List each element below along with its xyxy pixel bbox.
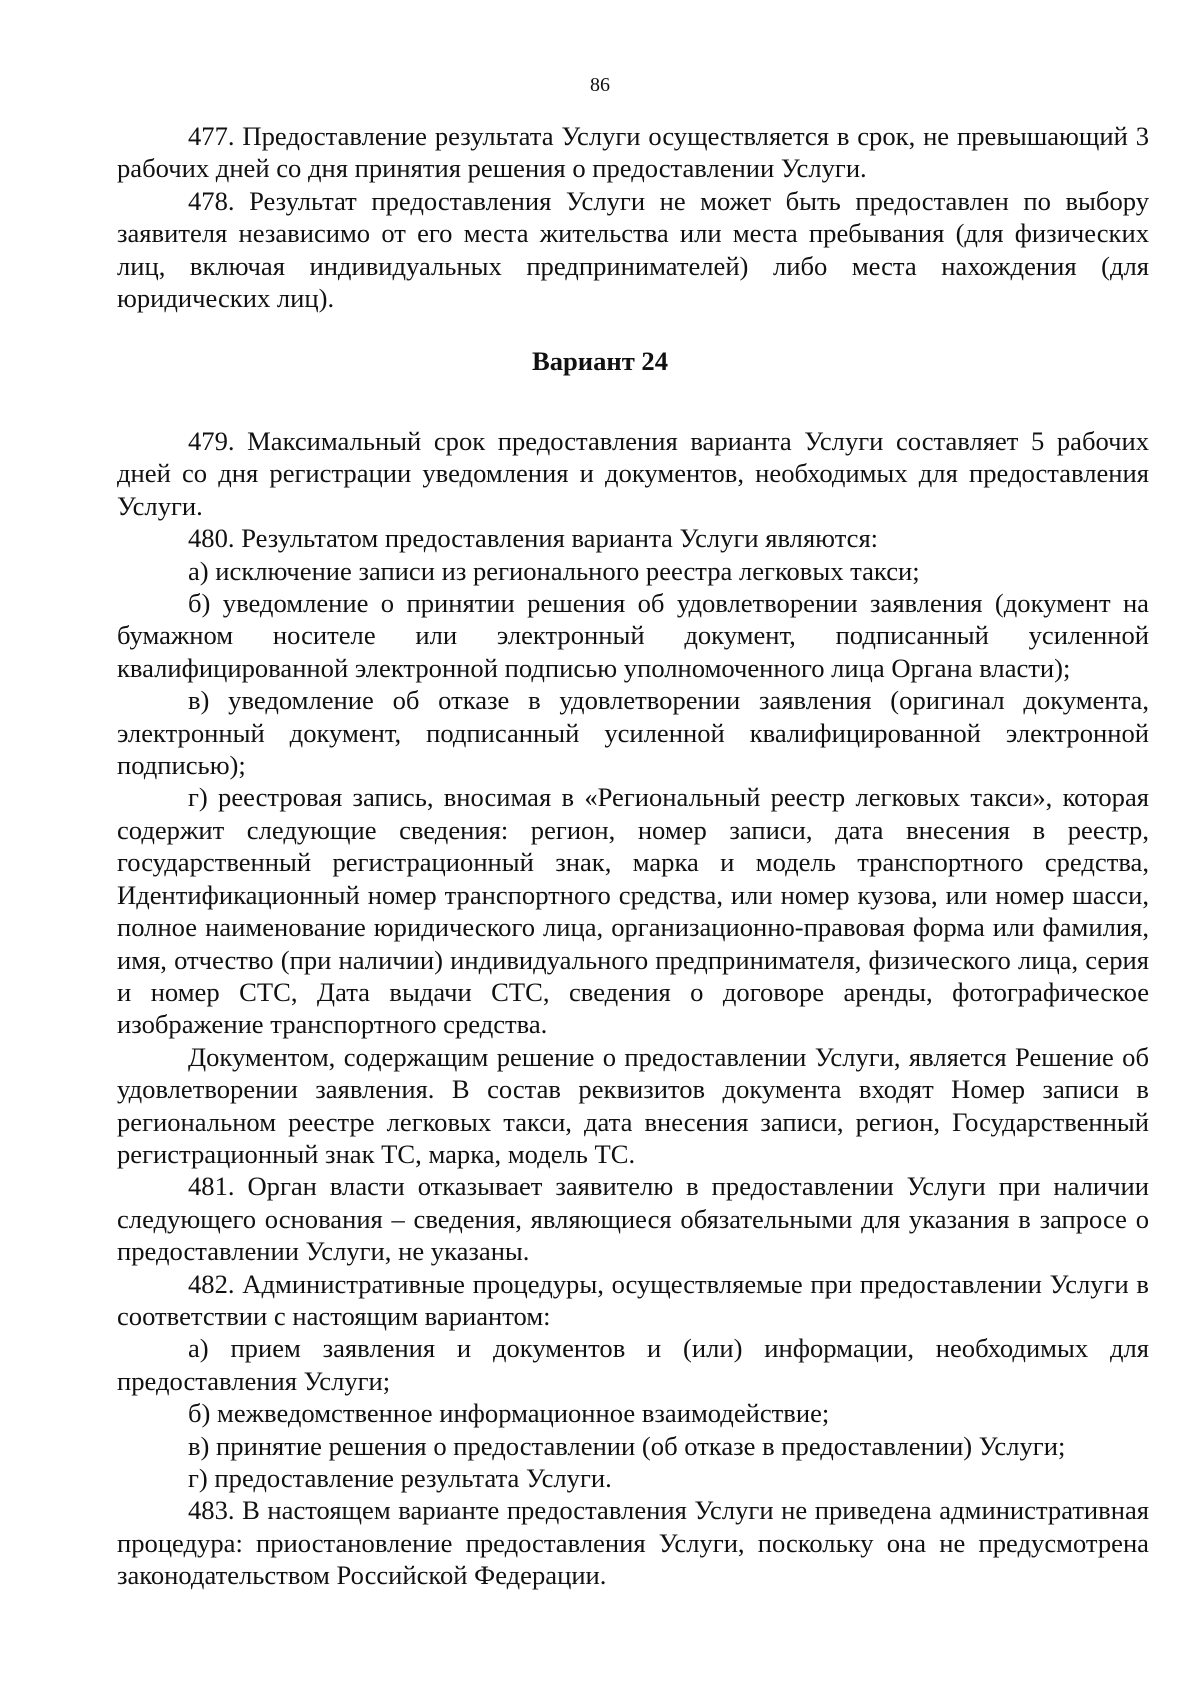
top-section bbox=[117, 120, 1149, 314]
paragraph-decision-document: Документом, содержащим решение о предоставлении Услуги, является Решение об удовлетворении заявления. В состав реквизитов документа входят Номер записи в региональном реестре легковых такси, дата внесения записи, регион, Государственный регистрационный знак ТС, марка, модель ТС. bbox=[117, 1041, 1149, 1169]
paragraph-478: 478. Результат предоставления Услуги не может быть предоставлен по выбору заявителя независимо от его места жительства или места пребывания (для физических лиц, включая индивидуальных предпринимателей) либо места нахождения (для юридических лиц). bbox=[117, 185, 1149, 314]
list-item-b: б) уведомление о принятии решения об удовлетворении заявления (документ на бумажном носителе или электронный документ, подписанный усиленной квалифицированной электронной подписью уполномоченного лица Органа власти); bbox=[117, 588, 1149, 683]
paragraph-483: 483. В настоящем варианте предоставления Услуги не приведена административная процедура: приостановление предоставления Услуги, поскольку она не предусмотрена законодательством Российской Федерации. bbox=[117, 1495, 1149, 1591]
procedure-item-b: б) межведомственное информационное взаимодействие; bbox=[188, 1398, 830, 1429]
procedure-item-a: а) прием заявления и документов и (или) информации, необходимых для предоставления Услуги; bbox=[117, 1333, 1149, 1396]
list-item-v: в) уведомление об отказе в удовлетворении заявления (оригинал документа, электронный документ, подписанный усиленной квалифицированной электронной подписью); bbox=[117, 685, 1149, 781]
variant-section bbox=[117, 425, 1149, 1592]
procedure-item-v: в) принятие решения о предоставлении (об отказе в предоставлении) Услуги; bbox=[188, 1430, 1066, 1461]
paragraph-481: 481. Орган власти отказывает заявителю в предоставлении Услуги при наличии следующего основания – сведения, являющиеся обязательными для указания в запросе о предоставлении Услуги, не указаны. bbox=[117, 1171, 1149, 1267]
paragraph-480: 480. Результатом предоставления варианта Услуги являются: bbox=[188, 523, 879, 554]
section-heading: Вариант 24 bbox=[531, 346, 669, 376]
page-number: 86 bbox=[590, 74, 610, 96]
paragraph-479: 479. Максимальный срок предоставления варианта Услуги составляет 5 рабочих дней со дня регистрации уведомления и документов, необходимых для предоставления Услуги. bbox=[117, 426, 1149, 521]
procedure-item-g: г) предоставление результата Услуги. bbox=[188, 1463, 612, 1493]
list-item-g: г) реестровая запись, вносимая в «Региональный реестр легковых такси», которая содержит следующие сведения: регион, номер записи, дата внесения в реестр, государственный регистрационный знак, марка и модель транспортного средства, Идентификационный номер транспортного средства, или номер кузова, или номер шасси, полное наименование юридического лица, организационно-правовая форма или фамилия, имя, отчество (при наличии) индивидуального предпринимателя, физического лица, серия и номер СТС, Дата выдачи СТС, сведения о договоре аренды, фотографическое изображение транспортного средства. bbox=[117, 782, 1149, 1040]
list-item-a: а) исключение записи из регионального реестра легковых такси; bbox=[188, 555, 920, 586]
paragraph-477: 477. Предоставление результата Услуги осуществляется в срок, не превышающий 3 рабочих дней со дня принятия решения о предоставлении Услуги. bbox=[117, 121, 1149, 184]
paragraph-482: 482. Административные процедуры, осуществляемые при предоставлении Услуги в соответствии с настоящим вариантом: bbox=[117, 1268, 1149, 1331]
